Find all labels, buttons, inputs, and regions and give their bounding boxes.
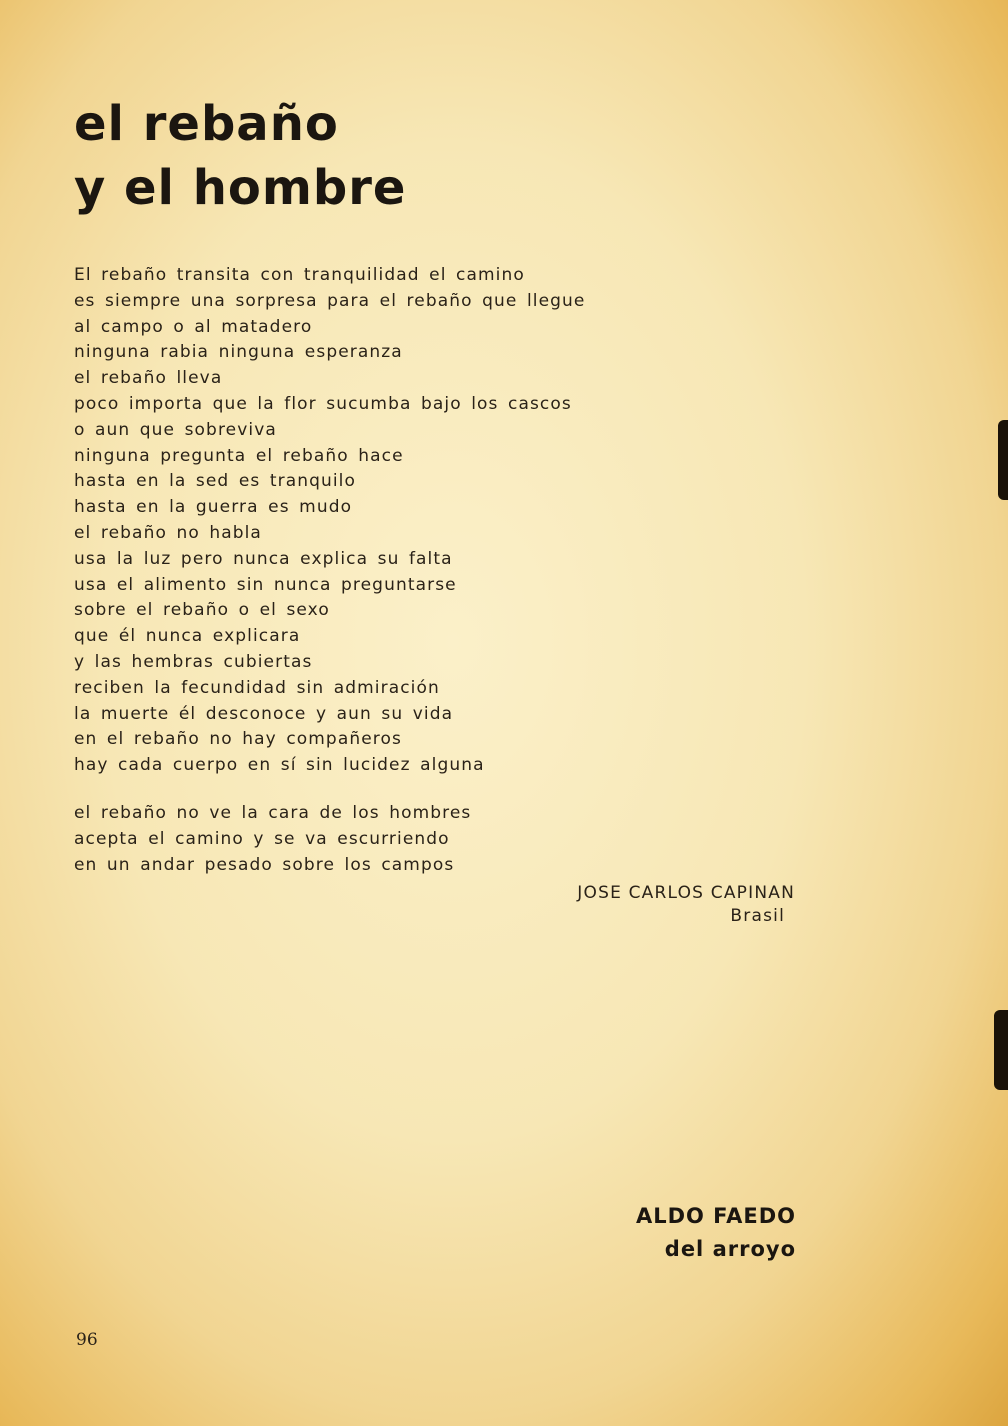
next-poem-title: del arroyo	[664, 1237, 796, 1261]
poem-line: el rebaño no ve la cara de los hombres	[74, 802, 472, 823]
poem-line: usa la luz pero nunca explica su falta	[74, 548, 453, 569]
poem-line: y las hembras cubiertas	[74, 651, 313, 672]
poem-line: sobre el rebaño o el sexo	[74, 600, 330, 621]
poem-line: usa el alimento sin nunca preguntarse	[74, 574, 457, 595]
poem-line: ninguna pregunta el rebaño hace	[74, 445, 404, 466]
poem-line: el rebaño no habla	[74, 522, 262, 543]
poem-line: en el rebaño no hay compañeros	[74, 729, 402, 750]
poem-line: reciben la fecundidad sin admiración	[74, 677, 440, 698]
author-credit	[577, 882, 795, 928]
poem-title	[74, 92, 406, 220]
stanza-1	[74, 263, 585, 779]
poem-line: la muerte él desconoce y aun su vida	[74, 703, 454, 724]
poem-line: o aun que sobreviva	[74, 419, 277, 440]
poem-line: en un andar pesado sobre los campos	[74, 854, 455, 875]
poem-title-line-2: y el hombre	[74, 160, 407, 216]
author-country: Brasil	[730, 906, 785, 926]
next-poem-heading	[636, 1200, 796, 1266]
next-author-name: ALDO FAEDO	[635, 1204, 796, 1228]
poem-line: es siempre una sorpresa para el rebaño que llegue	[74, 290, 586, 311]
poem-line: acepta el camino y se va escurriendo	[74, 828, 450, 849]
poem-line: hasta en la guerra es mudo	[74, 497, 353, 518]
poem-line: que él nunca explicara	[74, 626, 301, 647]
poem-line: hay cada cuerpo en sí sin lucidez alguna	[74, 755, 485, 776]
poem-line: poco importa que la flor sucumba bajo los cascos	[74, 393, 572, 414]
page-edge-damage	[994, 1010, 1008, 1090]
page-number: 96	[76, 1330, 98, 1350]
poem-line: hasta en la sed es tranquilo	[74, 471, 357, 492]
author-name: JOSE CARLOS CAPINAN	[577, 883, 795, 903]
poem-line: El rebaño transita con tranquilidad el camino	[74, 265, 525, 285]
poem-line: al campo o al matadero	[74, 316, 313, 337]
page-edge-damage	[998, 420, 1008, 500]
poem-title-line-1: el rebaño	[74, 96, 339, 152]
poem-line: ninguna rabia ninguna esperanza	[74, 342, 403, 363]
poem-line: el rebaño lleva	[74, 368, 223, 389]
stanza-2	[74, 801, 585, 878]
poem-body	[74, 263, 585, 878]
